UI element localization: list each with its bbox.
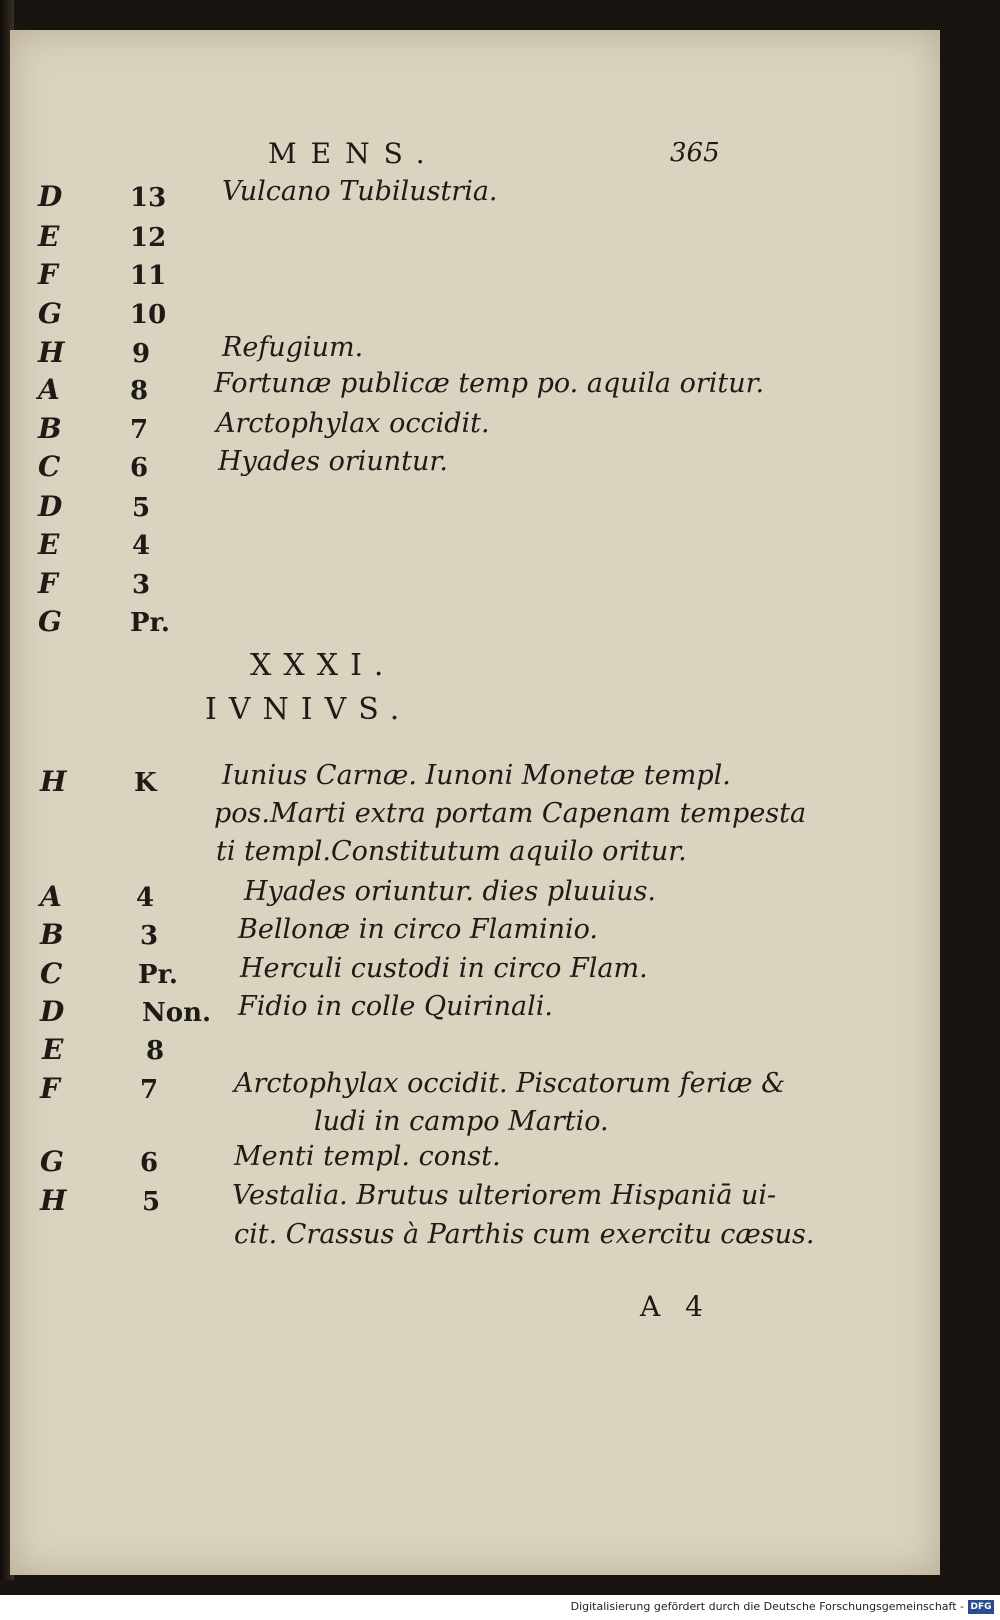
row-letter: G (38, 297, 62, 330)
row-entry: Hyades oriuntur. dies pluuius. (244, 876, 657, 907)
row-number: 13 (130, 183, 167, 213)
row-letter: B (38, 412, 62, 445)
row-letter: A (40, 880, 62, 913)
running-header: MENS. (268, 137, 439, 170)
row-number: K (134, 768, 157, 798)
funding-credit: Digitalisierung gefördert durch die Deutsche Forschungsgemeinschaft - (570, 1600, 964, 1613)
row-number: 6 (130, 453, 149, 483)
row-number: 8 (146, 1036, 165, 1066)
row-letter: F (40, 1072, 60, 1105)
row-letter: G (38, 605, 62, 638)
row-entry: Hyades oriuntur. (218, 446, 448, 477)
row-letter: F (38, 258, 58, 291)
section-days: XXXI. (250, 648, 396, 683)
row-entry: Vestalia. Brutus ulteriorem Hispaniā ui- (232, 1180, 777, 1211)
row-entry: Herculi custodi in circo Flam. (240, 953, 648, 984)
row-entry-continued: ti templ.Constitutum aquilo oritur. (216, 836, 687, 867)
row-number: 7 (140, 1075, 159, 1105)
row-letter: D (38, 180, 63, 213)
row-number: Pr. (138, 960, 178, 990)
row-entry: Arctophylax occidit. (216, 408, 490, 439)
row-number: 6 (140, 1148, 159, 1178)
row-entry: Arctophylax occidit. Piscatorum feriæ & (234, 1068, 786, 1099)
row-entry: Iunius Carnæ. Iunoni Monetæ templ. (222, 760, 731, 791)
row-number: 7 (130, 415, 149, 445)
row-letter: B (40, 918, 64, 951)
row-entry-continued: cit. Crassus à Parthis cum exercitu cæsus. (234, 1219, 815, 1250)
row-letter: A (38, 373, 60, 406)
row-letter: G (40, 1145, 64, 1178)
row-letter: C (40, 957, 63, 990)
dfg-logo-icon: DFG (968, 1600, 994, 1614)
row-number: 3 (132, 570, 151, 600)
row-entry: Menti templ. const. (234, 1141, 501, 1172)
row-number: 4 (132, 531, 151, 561)
row-number: Non. (142, 998, 212, 1028)
row-number: 3 (140, 921, 159, 951)
row-number: 4 (136, 883, 155, 913)
row-letter: F (38, 567, 58, 600)
row-entry-continued: pos.Marti extra portam Capenam tempesta (214, 798, 807, 829)
row-number: 9 (132, 339, 151, 369)
page-number: 365 (670, 138, 720, 168)
section-month: IVNIVS. (205, 692, 412, 727)
row-entry: Fortunæ publicæ temp po. aquila oritur. (214, 368, 765, 399)
row-number: Pr. (130, 608, 170, 638)
row-entry: Bellonæ in circo Flaminio. (238, 914, 599, 945)
row-entry: Fidio in colle Quirinali. (238, 991, 553, 1022)
row-number: 5 (132, 493, 151, 523)
row-letter: H (40, 765, 67, 798)
row-letter: D (40, 995, 65, 1028)
row-number: 8 (130, 376, 149, 406)
row-number: 10 (130, 300, 167, 330)
row-entry-continued: ludi in campo Martio. (314, 1106, 609, 1137)
row-number: 12 (130, 223, 167, 253)
row-letter: E (38, 528, 60, 561)
row-letter: E (38, 220, 60, 253)
row-number: 5 (142, 1187, 161, 1217)
catchword: A 4 (640, 1290, 711, 1323)
row-entry: Vulcano Tubilustria. (222, 176, 498, 207)
row-letter: H (40, 1184, 67, 1217)
row-letter: H (38, 336, 65, 369)
row-letter: E (42, 1033, 64, 1066)
row-letter: D (38, 490, 63, 523)
row-letter: C (38, 450, 61, 483)
row-entry: Refugium. (222, 332, 364, 363)
row-number: 11 (130, 261, 167, 291)
